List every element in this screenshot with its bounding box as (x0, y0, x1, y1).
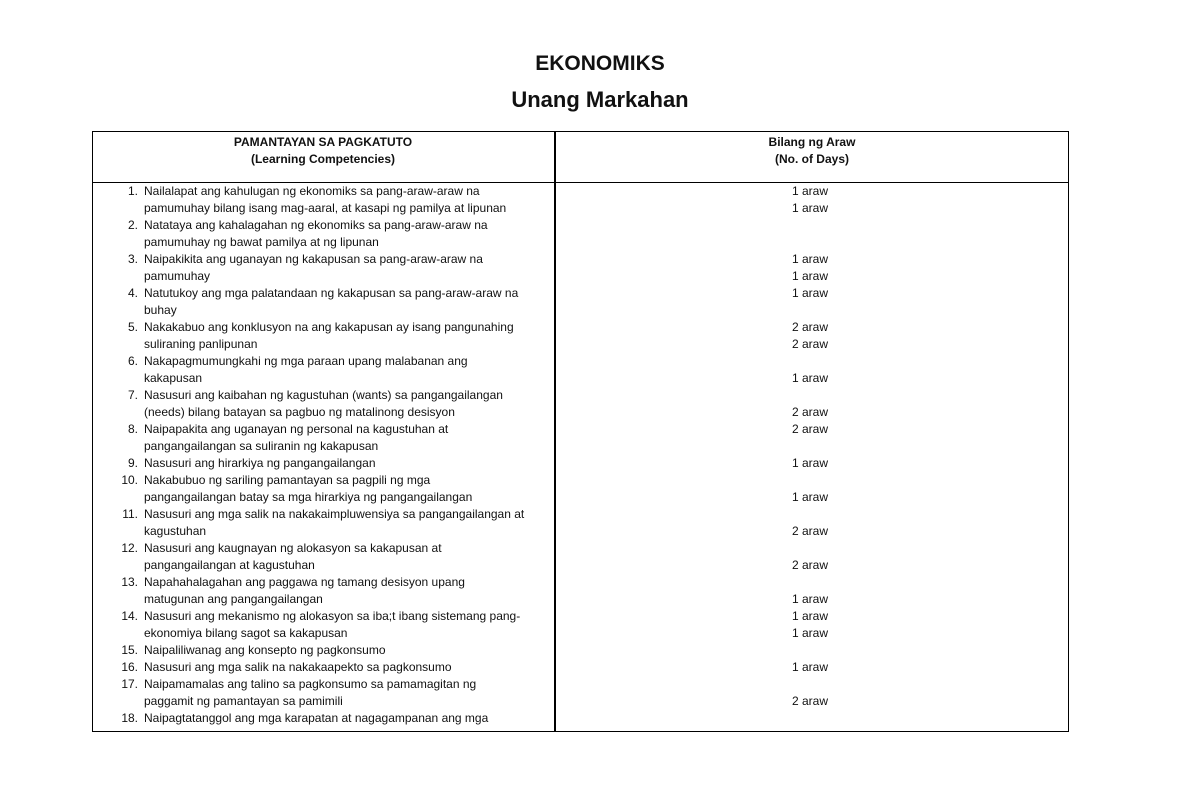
competency-number: 17. (121, 677, 138, 691)
competencies-header-sublabel: (Learning Competencies) (250, 152, 396, 166)
days-value: 2 araw (791, 558, 829, 572)
competency-text-line: ekonomiya bilang sagot sa kakapusan (144, 626, 348, 640)
competency-text-line: pamumuhay (144, 269, 211, 283)
days-header-label: Bilang ng Araw (768, 135, 856, 149)
competencies-column-header (92, 134, 554, 168)
competency-text-line: Nasusuri ang mga salik na nakakaimpluwensiya sa pangangailangan at (144, 507, 525, 521)
competency-text-line: kakapusan (144, 371, 203, 385)
competency-number: 8. (127, 422, 138, 436)
competency-number: 18. (121, 711, 138, 725)
document-title: EKONOMIKS (535, 52, 665, 75)
competency-number: 2. (127, 218, 138, 232)
competency-text-line: suliraning panlipunan (144, 337, 258, 351)
competency-number: 1. (127, 184, 138, 198)
days-value: 2 araw (791, 694, 829, 708)
days-value: 1 araw (791, 490, 829, 504)
days-value: 2 araw (791, 405, 829, 419)
competency-text-line: Naipamamalas ang talino sa pagkonsumo sa pamamagitan ng (144, 677, 477, 691)
competency-text-line: Nasusuri ang mekanismo ng alokasyon sa iba;t ibang sistemang pang- (144, 609, 521, 623)
days-header-sublabel: (No. of Days) (774, 152, 849, 166)
days-value: 1 araw (791, 252, 829, 266)
days-value: 1 araw (791, 592, 829, 606)
competency-number: 4. (127, 286, 138, 300)
competency-number: 11. (122, 507, 138, 521)
days-value: 1 araw (791, 184, 829, 198)
days-value: 1 araw (791, 201, 829, 215)
competency-text-line: Nasusuri ang kaibahan ng kagustuhan (wants) sa pangangailangan (144, 388, 503, 402)
days-value: 2 araw (791, 337, 829, 351)
competency-text-line: Nasusuri ang hirarkiya ng pangangailangan (144, 456, 376, 470)
days-value: 1 araw (791, 269, 829, 283)
competency-text-line: Natutukoy ang mga palatandaan ng kakapusan sa pang-araw-araw na (144, 286, 519, 300)
competency-number: 7. (127, 388, 138, 402)
competency-text-line: pamumuhay bilang isang mag-aaral, at kasapi ng pamilya at lipunan (144, 201, 507, 215)
competency-text-line: (needs) bilang batayan sa pagbuo ng matalinong desisyon (144, 405, 455, 419)
competency-number: 15. (121, 643, 138, 657)
competency-number: 5. (127, 320, 138, 334)
competency-text-line: Nakapagmumungkahi ng mga paraan upang malabanan ang (144, 354, 468, 368)
competency-text-line: pangangailangan batay sa mga hirarkiya ng pangangailangan (144, 490, 473, 504)
competency-number: 13. (121, 575, 138, 589)
days-value: 1 araw (791, 456, 829, 470)
competency-text-line: paggamit ng pamantayan sa pamimili (144, 694, 343, 708)
days-column-header (555, 134, 1069, 168)
competency-number: 12. (121, 541, 138, 555)
competencies-header-label: PAMANTAYAN SA PAGKATUTO (233, 135, 413, 149)
days-value: 1 araw (791, 626, 829, 640)
competency-text-line: Nasusuri ang kaugnayan ng alokasyon sa kakapusan at (144, 541, 442, 555)
competency-text-line: kagustuhan (144, 524, 207, 538)
days-value: 2 araw (791, 320, 829, 334)
competency-number: 3. (127, 252, 138, 266)
competency-number: 6. (127, 354, 138, 368)
days-value: 1 araw (791, 660, 829, 674)
competency-number: 16. (121, 660, 138, 674)
document-subtitle: Unang Markahan (511, 87, 689, 112)
column-divider (554, 131, 556, 732)
competency-text-line: pangangailangan at kagustuhan (144, 558, 315, 572)
competency-number: 14. (121, 609, 138, 623)
competency-text-line: pangangailangan sa suliranin ng kakapusan (144, 439, 379, 453)
competency-text-line: buhay (144, 303, 177, 317)
competency-text-line: Nailalapat ang kahulugan ng ekonomiks sa pang-araw-araw na (144, 184, 480, 198)
competency-text-line: matugunan ang pangangailangan (144, 592, 323, 606)
competency-text-line: Nasusuri ang mga salik na nakakaapekto sa pagkonsumo (144, 660, 452, 674)
days-value: 2 araw (791, 524, 829, 538)
competency-text-line: Naipakikita ang uganayan ng kakapusan sa pang-araw-araw na (144, 252, 483, 266)
competency-text-line: Nakabubuo ng sariling pamantayan sa pagpili ng mga (144, 473, 431, 487)
days-value: 2 araw (791, 422, 829, 436)
competency-text-line: Napahahalagahan ang paggawa ng tamang desisyon upang (144, 575, 465, 589)
days-value: 1 araw (791, 286, 829, 300)
competency-number: 10. (121, 473, 138, 487)
competency-text-line: Naipaliliwanag ang konsepto ng pagkonsumo (144, 643, 386, 657)
competency-text-line: Naipagtatanggol ang mga karapatan at nagagampanan ang mga (144, 711, 489, 725)
competency-text-line: Natataya ang kahalagahan ng ekonomiks sa pang-araw-araw na (144, 218, 488, 232)
days-value: 1 araw (791, 371, 829, 385)
competency-text-line: pamumuhay ng bawat pamilya at ng lipunan (144, 235, 379, 249)
competency-text-line: Nakakabuo ang konklusyon na ang kakapusan ay isang pangunahing (144, 320, 514, 334)
competency-number: 9. (127, 456, 138, 470)
competency-text-line: Naipapakita ang uganayan ng personal na kagustuhan at (144, 422, 449, 436)
days-value: 1 araw (791, 609, 829, 623)
